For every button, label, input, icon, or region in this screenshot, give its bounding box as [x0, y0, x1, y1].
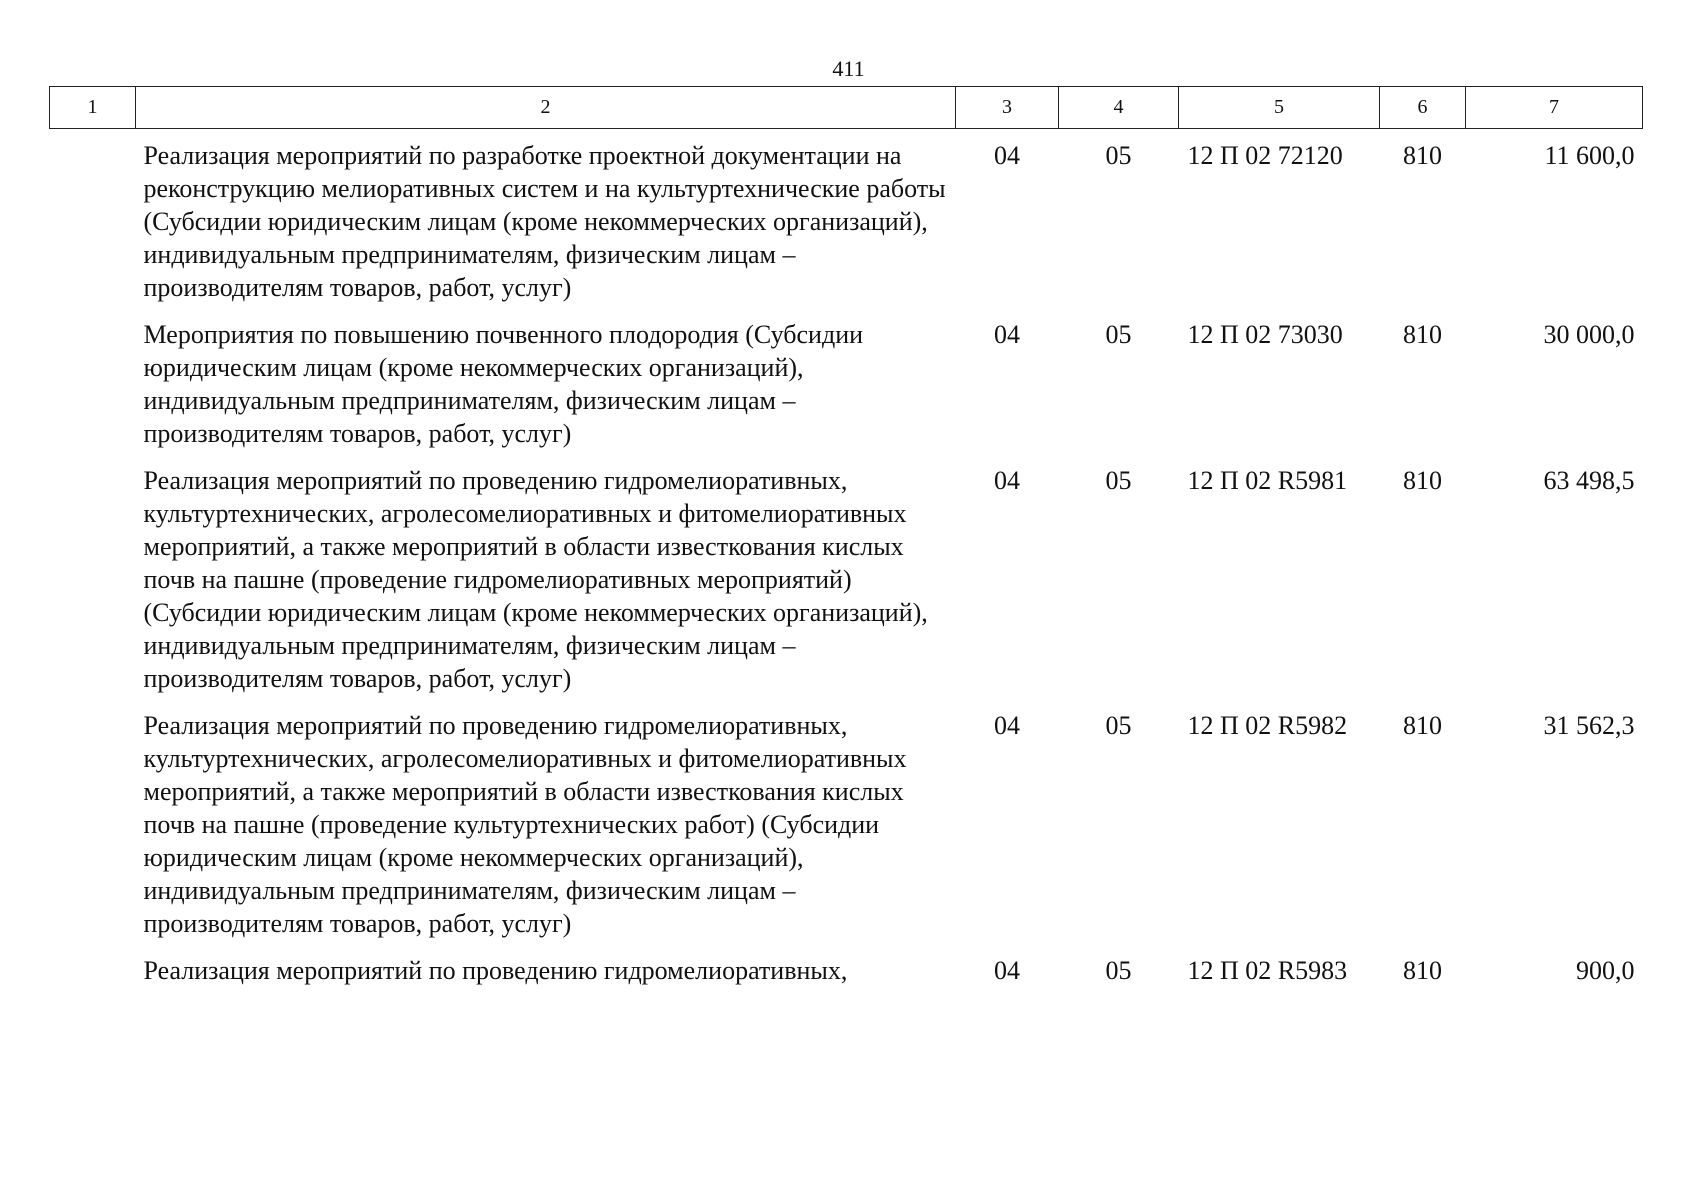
table-body [50, 129, 1643, 988]
row-number-cell [50, 954, 136, 987]
expense-type-cell: 810 [1403, 466, 1442, 495]
header-col-7: 7 [1466, 87, 1643, 129]
table-row [50, 954, 1643, 987]
description-cell: Реализация мероприятий по разработке проектной документации на реконструкцию мелиоративных систем и на культуртехнические работы (Субсидии юридическим лицам (кроме некоммерческих организаций), индивидуальным предпринимателям, физическим лицам – производителям товаров, работ, услуг) [143, 141, 946, 302]
amount-cell: 31 562,3 [1543, 711, 1635, 740]
description-cell: Реализация мероприятий по проведению гидромелиоративных, культуртехнических, агролесомелиоративных и фитомелиоративных мероприятий, а также мероприятий в области известкования кислых почв на пашне (проведение гидромелиоративных мероприятий) (Субсидии юридическим лицам (кроме некоммерческих организаций), индивидуальным предпринимателям, физическим лицам – производителям товаров, работ, услуг) [143, 466, 928, 693]
section-cell: 04 [994, 466, 1020, 495]
row-number-cell [50, 709, 136, 954]
amount-cell: 11 600,0 [1544, 141, 1635, 170]
section-cell: 04 [994, 320, 1020, 349]
header-col-1: 1 [50, 87, 136, 129]
expense-type-cell: 810 [1403, 711, 1442, 740]
expense-type-cell: 810 [1403, 141, 1442, 170]
target-article-cell: 12 П 02 R5982 [1187, 711, 1348, 740]
description-cell: Реализация мероприятий по проведению гидромелиоративных, культуртехнических, агролесомелиоративных и фитомелиоративных мероприятий, а также мероприятий в области известкования кислых почв на пашне (проведение культуртехнических работ) (Субсидии юридическим лицам (кроме некоммерческих организаций), индивидуальным предпринимателям, физическим лицам – производителям товаров, работ, услуг) [143, 711, 907, 938]
target-article-cell: 12 П 02 R5981 [1187, 466, 1348, 495]
header-row [50, 87, 1643, 129]
section-cell: 04 [994, 141, 1020, 170]
subsection-cell: 05 [1105, 141, 1132, 170]
header-col-3: 3 [956, 87, 1059, 129]
row-number-cell [50, 464, 136, 709]
table-row [50, 709, 1643, 954]
description-cell: Реализация мероприятий по проведению гидромелиоративных, [143, 956, 848, 985]
row-number-cell [50, 318, 136, 464]
target-article-cell: 12 П 02 72120 [1187, 141, 1343, 170]
row-number-cell [50, 129, 136, 319]
target-article-cell: 12 П 02 73030 [1187, 320, 1343, 349]
subsection-cell: 05 [1105, 956, 1132, 985]
amount-cell: 900,0 [1576, 956, 1635, 985]
header-col-5: 5 [1179, 87, 1380, 129]
table-header [50, 87, 1643, 129]
header-col-2: 2 [136, 87, 956, 129]
budget-table [49, 86, 1643, 987]
expense-type-cell: 810 [1403, 956, 1442, 985]
table-row [50, 129, 1643, 319]
section-cell: 04 [994, 711, 1020, 740]
header-col-4: 4 [1059, 87, 1179, 129]
header-col-6: 6 [1380, 87, 1466, 129]
description-cell: Мероприятия по повышению почвенного плодородия (Субсидии юридическим лицам (кроме некоммерческих организаций), индивидуальным предпринимателям, физическим лицам – производителям товаров, работ, услуг) [143, 320, 864, 448]
section-cell: 04 [994, 956, 1020, 985]
subsection-cell: 05 [1105, 466, 1132, 495]
table-row [50, 464, 1643, 709]
target-article-cell: 12 П 02 R5983 [1187, 956, 1348, 985]
subsection-cell: 05 [1105, 711, 1132, 740]
amount-cell: 63 498,5 [1543, 466, 1635, 495]
amount-cell: 30 000,0 [1543, 320, 1635, 349]
table-row [50, 318, 1643, 464]
expense-type-cell: 810 [1403, 320, 1442, 349]
page-number: 411 [832, 56, 865, 81]
subsection-cell: 05 [1105, 320, 1132, 349]
